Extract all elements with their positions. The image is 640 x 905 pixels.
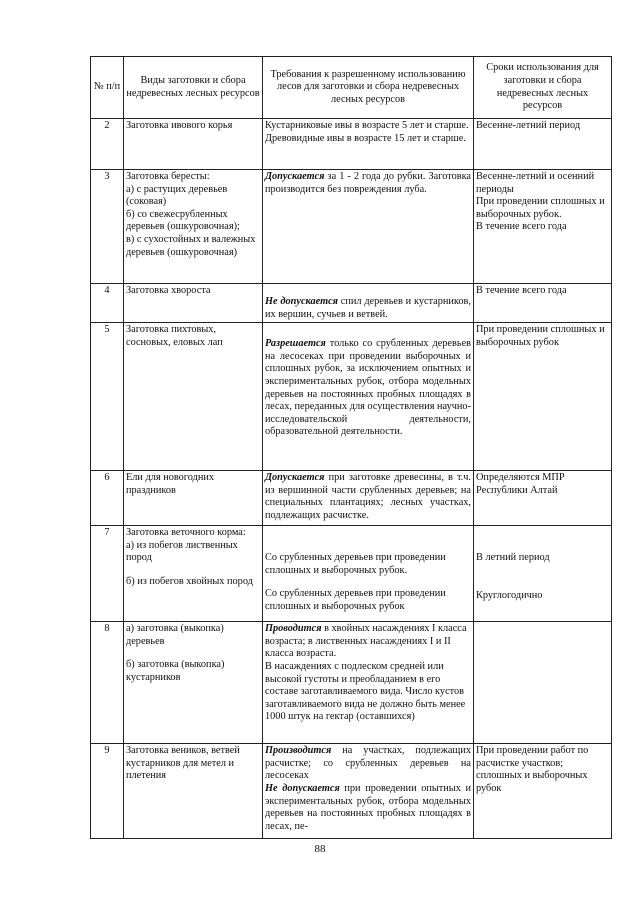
row-requirements	[263, 471, 474, 526]
row-term	[474, 170, 612, 284]
req-text-2: при проведении опытных и экспериментальных рубок, отбора модельных деревьев на постоянных пробных площадях в лесах, пе-	[265, 782, 471, 832]
row-kind: Ели для новогодних праздников	[124, 471, 263, 526]
req-line: Кустарниковые ивы в возрасте 5 лет и старше.	[265, 120, 469, 131]
req-emphasis: Производится	[265, 745, 332, 757]
row-num: 6	[91, 471, 124, 526]
row-num: 4	[91, 284, 124, 323]
row-num: 9	[91, 744, 124, 839]
row-requirements	[263, 284, 474, 323]
term-line: Весенне-летний и осенний периоды	[476, 171, 595, 195]
req-text: за 1 - 2 года до рубки. Заготовка производится без повреждения луба.	[265, 171, 471, 195]
kind-item-b: б) заготовка (выкопка) кустарников	[126, 659, 225, 683]
row-requirements	[263, 526, 474, 622]
table-row	[91, 526, 612, 622]
kind-title: Заготовка бересты:	[126, 171, 210, 182]
kind-item-b: б) со свежесрубленных деревьев (ошкуровочная);	[126, 208, 240, 233]
table-row	[91, 622, 612, 744]
kind-item-a: а) заготовка (выкопка) деревьев	[126, 623, 224, 647]
row-kind: Заготовка веников, ветвей кустарников для метел и плетения	[124, 744, 263, 839]
forest-resources-table	[90, 56, 612, 839]
row-num: 5	[91, 323, 124, 471]
row-num: 8	[91, 622, 124, 744]
row-kind	[124, 526, 263, 622]
kind-title: Заготовка веточного корма:	[126, 527, 246, 539]
row-term: При проведении сплошных и выборочных рубок	[474, 323, 612, 471]
term-a: В летний период	[476, 552, 550, 564]
page-number: 88	[314, 843, 326, 855]
req-emphasis: Разрешается	[265, 338, 326, 350]
kind-item-a: а) из побегов лиственных пород	[126, 539, 238, 564]
row-num: 3	[91, 170, 124, 284]
term-line: При проведении сплошных и выборочных рубок.	[476, 196, 605, 220]
row-term: Весенне-летний период	[474, 119, 612, 170]
req-text-2: В насаждениях с подлеском средней или высокой густоты и преобладанием в его составе заготавливаемого вида. Число кустов заготавливаемого вида не должно быть менее 1000 штук на гектар (оставшихся)	[265, 660, 466, 723]
row-num: 2	[91, 119, 124, 170]
req-emphasis: Допускается	[265, 472, 325, 484]
table-row	[91, 323, 612, 471]
row-requirements	[263, 170, 474, 284]
req-emphasis: Проводится	[265, 623, 322, 635]
req-line: Древовидные ивы в возрасте 15 лет и старше.	[265, 132, 466, 144]
row-kind: Заготовка ивового корья	[124, 119, 263, 170]
kind-item-b: б) из побегов хвойных пород	[126, 575, 253, 587]
row-term: Определяются МПР Республики Алтай	[474, 471, 612, 526]
req-text: на участках, подлежащих расчистке; со срубленных деревьев на лесосеках	[265, 745, 471, 782]
row-kind: Заготовка хвороста	[124, 284, 263, 323]
kind-item-a: а) с растущих деревьев (соковая)	[126, 183, 228, 208]
row-num: 7	[91, 526, 124, 622]
term-line: В течение всего года	[476, 221, 567, 233]
table-row	[91, 170, 612, 284]
row-kind	[124, 170, 263, 284]
row-kind: Заготовка пихтовых, сосновых, еловых лап	[124, 323, 263, 471]
req-emphasis: Не допускается	[265, 296, 338, 307]
row-term: В течение всего года	[474, 284, 612, 323]
row-term	[474, 526, 612, 622]
header-terms: Сроки использования для заготовки и сбора недревесных лесных ресурсов	[474, 57, 612, 119]
req-b: Со срубленных деревьев при проведении сплошных и выборочных рубок	[265, 588, 446, 612]
row-requirements	[263, 119, 474, 170]
row-term: При проведении работ по расчистке участков; сплошных и выборочных рубок	[474, 744, 612, 839]
req-text: только со срубленных деревьев на лесосеках при проведении выборочных и сплошных рубок, за исключением опытных и экспериментальных рубок, отбора модельных деревьев на постоянных пробных площадях в лесах, переданных для осуществления научно-исследовательской деятельности, образовательной деятельности.	[265, 338, 471, 438]
req-text: в хвойных насаждениях I класса возраста; в лиственных насаждениях I и II класса возраста.	[265, 623, 467, 660]
header-kind: Виды заготовки и сбора недревесных лесных ресурсов	[124, 57, 263, 119]
table-row	[91, 471, 612, 526]
table-header-row	[91, 57, 612, 119]
req-emphasis-2: Не допускается	[265, 782, 340, 794]
row-term	[474, 622, 612, 744]
req-text: при заготовке древесины, в т.ч. из вершинной части срубленных деревьев; на специальных плантациях; лесных участках, подлежащих расчистке.	[265, 472, 471, 521]
req-emphasis: Допускается	[265, 171, 325, 182]
header-requirements: Требования к разрешенному использованию лесов для заготовки и сбора недревесных лесных ресурсов	[263, 57, 474, 119]
row-kind	[124, 622, 263, 744]
kind-item-c: в) с сухостойных и валежных деревьев (ошкуровочная)	[126, 233, 256, 258]
table-row	[91, 744, 612, 839]
req-a: Со срубленных деревьев при проведении сплошных и выборочных рубок.	[265, 552, 446, 576]
term-b: Круглогодично	[476, 589, 543, 601]
table-row	[91, 284, 612, 323]
table-row	[91, 119, 612, 170]
req-text: спил деревьев и кустарников, их вершин, сучьев и ветвей.	[265, 296, 471, 320]
row-requirements	[263, 622, 474, 744]
row-requirements	[263, 744, 474, 839]
header-num: № п/п	[91, 57, 124, 119]
row-requirements	[263, 323, 474, 471]
